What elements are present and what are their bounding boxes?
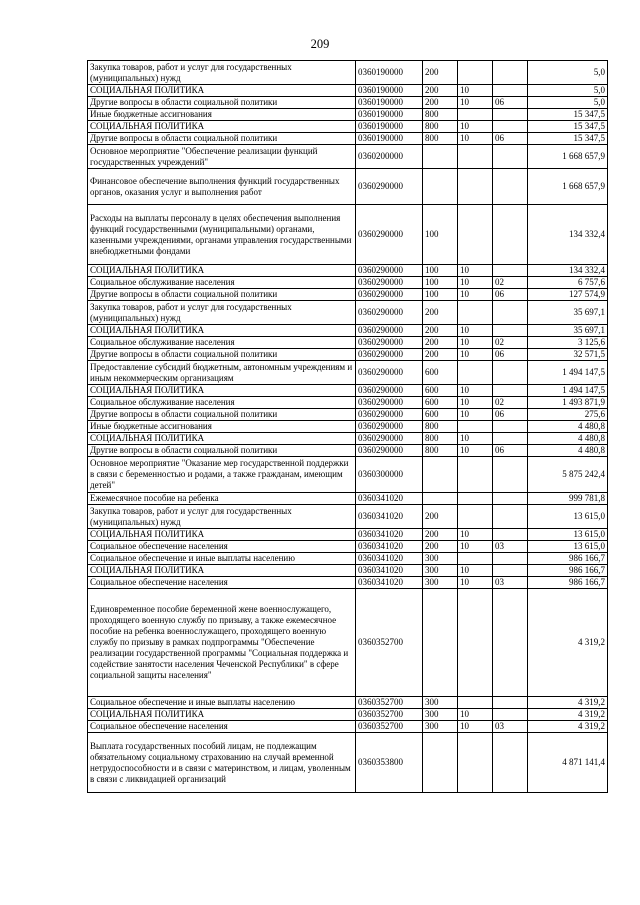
expense-type-cell: 800	[423, 121, 458, 133]
table-row	[88, 589, 608, 697]
section-cell: 10	[458, 349, 493, 361]
expense-name-cell: СОЦИАЛЬНАЯ ПОЛИТИКА	[88, 433, 356, 445]
amount-cell: 5,0	[528, 85, 608, 97]
subsection-cell: 02	[493, 337, 528, 349]
expense-type-cell	[423, 145, 458, 169]
expense-type-cell	[423, 169, 458, 205]
expense-name-cell: СОЦИАЛЬНАЯ ПОЛИТИКА	[88, 265, 356, 277]
section-cell: 10	[458, 721, 493, 733]
expense-type-cell: 800	[423, 421, 458, 433]
expense-type-cell: 300	[423, 565, 458, 577]
target-code-cell: 0360341020	[356, 505, 423, 529]
section-cell: 10	[458, 265, 493, 277]
expense-type-cell: 200	[423, 349, 458, 361]
amount-cell: 4 319,2	[528, 721, 608, 733]
section-cell: 10	[458, 709, 493, 721]
subsection-cell	[493, 265, 528, 277]
target-code-cell: 0360290000	[356, 337, 423, 349]
table-row	[88, 565, 608, 577]
target-code-cell: 0360341020	[356, 577, 423, 589]
section-cell	[458, 169, 493, 205]
section-cell	[458, 145, 493, 169]
subsection-cell	[493, 169, 528, 205]
subsection-cell	[493, 61, 528, 85]
section-cell: 10	[458, 565, 493, 577]
target-code-cell: 0360290000	[356, 409, 423, 421]
target-code-cell: 0360341020	[356, 565, 423, 577]
subsection-cell	[493, 361, 528, 385]
subsection-cell	[493, 589, 528, 697]
section-cell: 10	[458, 445, 493, 457]
budget-table	[87, 60, 608, 793]
target-code-cell: 0360190000	[356, 133, 423, 145]
expense-name-cell: Финансовое обеспечение выполнения функций государственных органов, оказания услуг и выполнения работ	[88, 169, 356, 205]
amount-cell: 4 480,8	[528, 445, 608, 457]
subsection-cell	[493, 457, 528, 493]
table-row	[88, 109, 608, 121]
section-cell: 10	[458, 409, 493, 421]
subsection-cell	[493, 697, 528, 709]
expense-type-cell: 100	[423, 265, 458, 277]
expense-type-cell: 200	[423, 85, 458, 97]
section-cell: 10	[458, 385, 493, 397]
subsection-cell	[493, 85, 528, 97]
amount-cell: 986 166,7	[528, 565, 608, 577]
target-code-cell: 0360341020	[356, 529, 423, 541]
subsection-cell	[493, 421, 528, 433]
subsection-cell: 02	[493, 397, 528, 409]
subsection-cell	[493, 121, 528, 133]
amount-cell: 35 697,1	[528, 325, 608, 337]
subsection-cell	[493, 709, 528, 721]
target-code-cell: 0360290000	[356, 349, 423, 361]
table-row	[88, 145, 608, 169]
table-row	[88, 409, 608, 421]
amount-cell: 15 347,5	[528, 121, 608, 133]
expense-name-cell: Основное мероприятие "Оказание мер государственной поддержки в связи с беременностью и родами, а также гражданам, имеющим детей"	[88, 457, 356, 493]
table-row	[88, 385, 608, 397]
table-row	[88, 301, 608, 325]
section-cell: 10	[458, 289, 493, 301]
target-code-cell: 0360190000	[356, 121, 423, 133]
table-row	[88, 541, 608, 553]
expense-name-cell: Социальное обслуживание населения	[88, 397, 356, 409]
section-cell: 10	[458, 397, 493, 409]
expense-name-cell: СОЦИАЛЬНАЯ ПОЛИТИКА	[88, 325, 356, 337]
target-code-cell: 0360352700	[356, 697, 423, 709]
expense-name-cell: Расходы на выплаты персоналу в целях обеспечения выполнения функций государственными (муниципальными) органами, казенными учреждениями, органами управления государственными внебюджетными фондами	[88, 205, 356, 265]
subsection-cell	[493, 325, 528, 337]
table-row	[88, 85, 608, 97]
target-code-cell: 0360290000	[356, 325, 423, 337]
section-cell: 10	[458, 121, 493, 133]
section-cell	[458, 421, 493, 433]
budget-table-body	[88, 61, 608, 793]
section-cell	[458, 553, 493, 565]
target-code-cell: 0360341020	[356, 493, 423, 505]
section-cell	[458, 589, 493, 697]
expense-type-cell: 600	[423, 361, 458, 385]
table-row	[88, 733, 608, 793]
table-row	[88, 133, 608, 145]
subsection-cell	[493, 553, 528, 565]
amount-cell: 1 494 147,5	[528, 385, 608, 397]
target-code-cell: 0360290000	[356, 265, 423, 277]
expense-name-cell: Другие вопросы в области социальной политики	[88, 133, 356, 145]
amount-cell: 13 615,0	[528, 529, 608, 541]
expense-type-cell: 300	[423, 553, 458, 565]
section-cell: 10	[458, 433, 493, 445]
target-code-cell: 0360290000	[356, 361, 423, 385]
target-code-cell: 0360341020	[356, 553, 423, 565]
section-cell	[458, 205, 493, 265]
amount-cell: 13 615,0	[528, 505, 608, 529]
expense-name-cell: Социальное обеспечение и иные выплаты населению	[88, 553, 356, 565]
amount-cell: 134 332,4	[528, 265, 608, 277]
expense-type-cell: 300	[423, 709, 458, 721]
amount-cell: 4 871 141,4	[528, 733, 608, 793]
section-cell	[458, 733, 493, 793]
table-row	[88, 337, 608, 349]
table-row	[88, 205, 608, 265]
subsection-cell: 03	[493, 541, 528, 553]
expense-name-cell: Другие вопросы в области социальной политики	[88, 409, 356, 421]
amount-cell: 4 480,8	[528, 433, 608, 445]
section-cell	[458, 109, 493, 121]
amount-cell: 275,6	[528, 409, 608, 421]
amount-cell: 1 668 657,9	[528, 145, 608, 169]
target-code-cell: 0360352700	[356, 721, 423, 733]
expense-name-cell: СОЦИАЛЬНАЯ ПОЛИТИКА	[88, 529, 356, 541]
amount-cell: 32 571,5	[528, 349, 608, 361]
expense-type-cell: 100	[423, 277, 458, 289]
amount-cell: 3 125,6	[528, 337, 608, 349]
expense-type-cell: 100	[423, 289, 458, 301]
expense-name-cell: СОЦИАЛЬНАЯ ПОЛИТИКА	[88, 385, 356, 397]
target-code-cell: 0360290000	[356, 421, 423, 433]
expense-name-cell: Иные бюджетные ассигнования	[88, 109, 356, 121]
target-code-cell: 0360290000	[356, 301, 423, 325]
subsection-cell	[493, 505, 528, 529]
target-code-cell: 0360190000	[356, 97, 423, 109]
amount-cell: 999 781,8	[528, 493, 608, 505]
expense-name-cell: Другие вопросы в области социальной политики	[88, 349, 356, 361]
expense-name-cell: Предоставление субсидий бюджетным, автономным учреждениям и иным некоммерческим организациям	[88, 361, 356, 385]
table-row	[88, 577, 608, 589]
section-cell: 10	[458, 541, 493, 553]
section-cell	[458, 457, 493, 493]
expense-name-cell: Основное мероприятие "Обеспечение реализации функций государственных учреждений"	[88, 145, 356, 169]
subsection-cell	[493, 493, 528, 505]
amount-cell: 15 347,5	[528, 109, 608, 121]
amount-cell: 35 697,1	[528, 301, 608, 325]
subsection-cell: 06	[493, 133, 528, 145]
section-cell: 10	[458, 337, 493, 349]
expense-type-cell: 300	[423, 721, 458, 733]
expense-name-cell: Закупка товаров, работ и услуг для государственных (муниципальных) нужд	[88, 505, 356, 529]
table-row	[88, 61, 608, 85]
amount-cell: 5 875 242,4	[528, 457, 608, 493]
subsection-cell	[493, 109, 528, 121]
expense-name-cell: Социальное обеспечение и иные выплаты населению	[88, 697, 356, 709]
subsection-cell	[493, 433, 528, 445]
target-code-cell: 0360290000	[356, 205, 423, 265]
expense-type-cell	[423, 457, 458, 493]
target-code-cell: 0360352700	[356, 709, 423, 721]
expense-type-cell: 800	[423, 133, 458, 145]
subsection-cell: 06	[493, 289, 528, 301]
subsection-cell: 06	[493, 409, 528, 421]
expense-type-cell: 200	[423, 97, 458, 109]
section-cell: 10	[458, 277, 493, 289]
table-row	[88, 265, 608, 277]
section-cell: 10	[458, 133, 493, 145]
amount-cell: 986 166,7	[528, 577, 608, 589]
table-row	[88, 529, 608, 541]
subsection-cell	[493, 145, 528, 169]
expense-name-cell: СОЦИАЛЬНАЯ ПОЛИТИКА	[88, 565, 356, 577]
amount-cell: 1 668 657,9	[528, 169, 608, 205]
amount-cell: 4 319,2	[528, 709, 608, 721]
amount-cell: 13 615,0	[528, 541, 608, 553]
amount-cell: 986 166,7	[528, 553, 608, 565]
expense-name-cell: Выплата государственных пособий лицам, не подлежащим обязательному социальному страхованию на случай временной нетрудоспособности и в связи с материнством, и лицам, уволенным в связи с ликвидацией организаций	[88, 733, 356, 793]
target-code-cell: 0360200000	[356, 145, 423, 169]
page-number: 209	[310, 37, 330, 51]
target-code-cell: 0360290000	[356, 445, 423, 457]
target-code-cell: 0360190000	[356, 85, 423, 97]
subsection-cell: 03	[493, 721, 528, 733]
target-code-cell: 0360290000	[356, 385, 423, 397]
expense-name-cell: Социальное обеспечение населения	[88, 721, 356, 733]
subsection-cell: 03	[493, 577, 528, 589]
table-row	[88, 721, 608, 733]
target-code-cell: 0360290000	[356, 289, 423, 301]
table-row	[88, 457, 608, 493]
table-row	[88, 97, 608, 109]
expense-name-cell: Единовременное пособие беременной жене военнослужащего, проходящего военную службу по призыву, а также ежемесячное пособие на ребенка военнослужащего, проходящего военную службу по призыву в рамках подпрограммы "Обеспечение реализации государственной программы "Социальная поддержка и содействие занятости населения Чеченской Республики" в сфере социальной защиты населения"	[88, 589, 356, 697]
table-row	[88, 505, 608, 529]
section-cell: 10	[458, 325, 493, 337]
amount-cell: 5,0	[528, 97, 608, 109]
expense-type-cell: 200	[423, 337, 458, 349]
expense-name-cell: СОЦИАЛЬНАЯ ПОЛИТИКА	[88, 85, 356, 97]
subsection-cell	[493, 205, 528, 265]
subsection-cell	[493, 385, 528, 397]
expense-type-cell	[423, 733, 458, 793]
expense-type-cell: 800	[423, 445, 458, 457]
table-row	[88, 289, 608, 301]
amount-cell: 4 319,2	[528, 589, 608, 697]
subsection-cell	[493, 565, 528, 577]
section-cell	[458, 361, 493, 385]
section-cell	[458, 301, 493, 325]
subsection-cell: 06	[493, 445, 528, 457]
expense-type-cell: 200	[423, 505, 458, 529]
expense-type-cell: 200	[423, 301, 458, 325]
expense-type-cell	[423, 589, 458, 697]
amount-cell: 127 574,9	[528, 289, 608, 301]
expense-name-cell: Социальное обеспечение населения	[88, 577, 356, 589]
amount-cell: 1 494 147,5	[528, 361, 608, 385]
table-row	[88, 325, 608, 337]
table-row	[88, 709, 608, 721]
table-row	[88, 433, 608, 445]
expense-name-cell: Другие вопросы в области социальной политики	[88, 445, 356, 457]
table-row	[88, 397, 608, 409]
target-code-cell: 0360190000	[356, 61, 423, 85]
subsection-cell: 06	[493, 97, 528, 109]
amount-cell: 4 480,8	[528, 421, 608, 433]
expense-type-cell: 200	[423, 61, 458, 85]
table-row	[88, 121, 608, 133]
target-code-cell: 0360341020	[356, 541, 423, 553]
amount-cell: 6 757,6	[528, 277, 608, 289]
target-code-cell: 0360353800	[356, 733, 423, 793]
expense-name-cell: Иные бюджетные ассигнования	[88, 421, 356, 433]
table-row	[88, 361, 608, 385]
table-row	[88, 553, 608, 565]
target-code-cell: 0360300000	[356, 457, 423, 493]
amount-cell: 134 332,4	[528, 205, 608, 265]
target-code-cell: 0360190000	[356, 109, 423, 121]
expense-name-cell: Другие вопросы в области социальной политики	[88, 289, 356, 301]
expense-name-cell: Социальное обеспечение населения	[88, 541, 356, 553]
table-row	[88, 169, 608, 205]
expense-name-cell: СОЦИАЛЬНАЯ ПОЛИТИКА	[88, 121, 356, 133]
target-code-cell: 0360290000	[356, 169, 423, 205]
expense-type-cell: 600	[423, 409, 458, 421]
expense-type-cell: 600	[423, 397, 458, 409]
subsection-cell	[493, 733, 528, 793]
table-row	[88, 493, 608, 505]
expense-type-cell: 800	[423, 433, 458, 445]
subsection-cell: 06	[493, 349, 528, 361]
expense-name-cell: Закупка товаров, работ и услуг для государственных (муниципальных) нужд	[88, 61, 356, 85]
target-code-cell: 0360290000	[356, 433, 423, 445]
expense-type-cell: 200	[423, 325, 458, 337]
section-cell	[458, 493, 493, 505]
table-row	[88, 697, 608, 709]
expense-name-cell: Другие вопросы в области социальной политики	[88, 97, 356, 109]
table-row	[88, 445, 608, 457]
amount-cell: 15 347,5	[528, 133, 608, 145]
expense-type-cell: 200	[423, 541, 458, 553]
table-row	[88, 277, 608, 289]
expense-name-cell: Закупка товаров, работ и услуг для государственных (муниципальных) нужд	[88, 301, 356, 325]
target-code-cell: 0360290000	[356, 397, 423, 409]
expense-type-cell: 800	[423, 109, 458, 121]
amount-cell: 5,0	[528, 61, 608, 85]
expense-name-cell: СОЦИАЛЬНАЯ ПОЛИТИКА	[88, 709, 356, 721]
expense-type-cell	[423, 493, 458, 505]
table-row	[88, 421, 608, 433]
expense-name-cell: Социальное обслуживание населения	[88, 337, 356, 349]
table-row	[88, 349, 608, 361]
expense-name-cell: Социальное обслуживание населения	[88, 277, 356, 289]
section-cell: 10	[458, 97, 493, 109]
expense-type-cell: 100	[423, 205, 458, 265]
subsection-cell: 02	[493, 277, 528, 289]
expense-name-cell: Ежемесячное пособие на ребенка	[88, 493, 356, 505]
expense-type-cell: 200	[423, 529, 458, 541]
target-code-cell: 0360352700	[356, 589, 423, 697]
subsection-cell	[493, 301, 528, 325]
section-cell	[458, 61, 493, 85]
section-cell: 10	[458, 529, 493, 541]
amount-cell: 4 319,2	[528, 697, 608, 709]
section-cell: 10	[458, 85, 493, 97]
section-cell	[458, 697, 493, 709]
expense-type-cell: 600	[423, 385, 458, 397]
subsection-cell	[493, 529, 528, 541]
section-cell: 10	[458, 577, 493, 589]
amount-cell: 1 493 871,9	[528, 397, 608, 409]
section-cell	[458, 505, 493, 529]
expense-type-cell: 300	[423, 697, 458, 709]
expense-type-cell: 300	[423, 577, 458, 589]
target-code-cell: 0360290000	[356, 277, 423, 289]
